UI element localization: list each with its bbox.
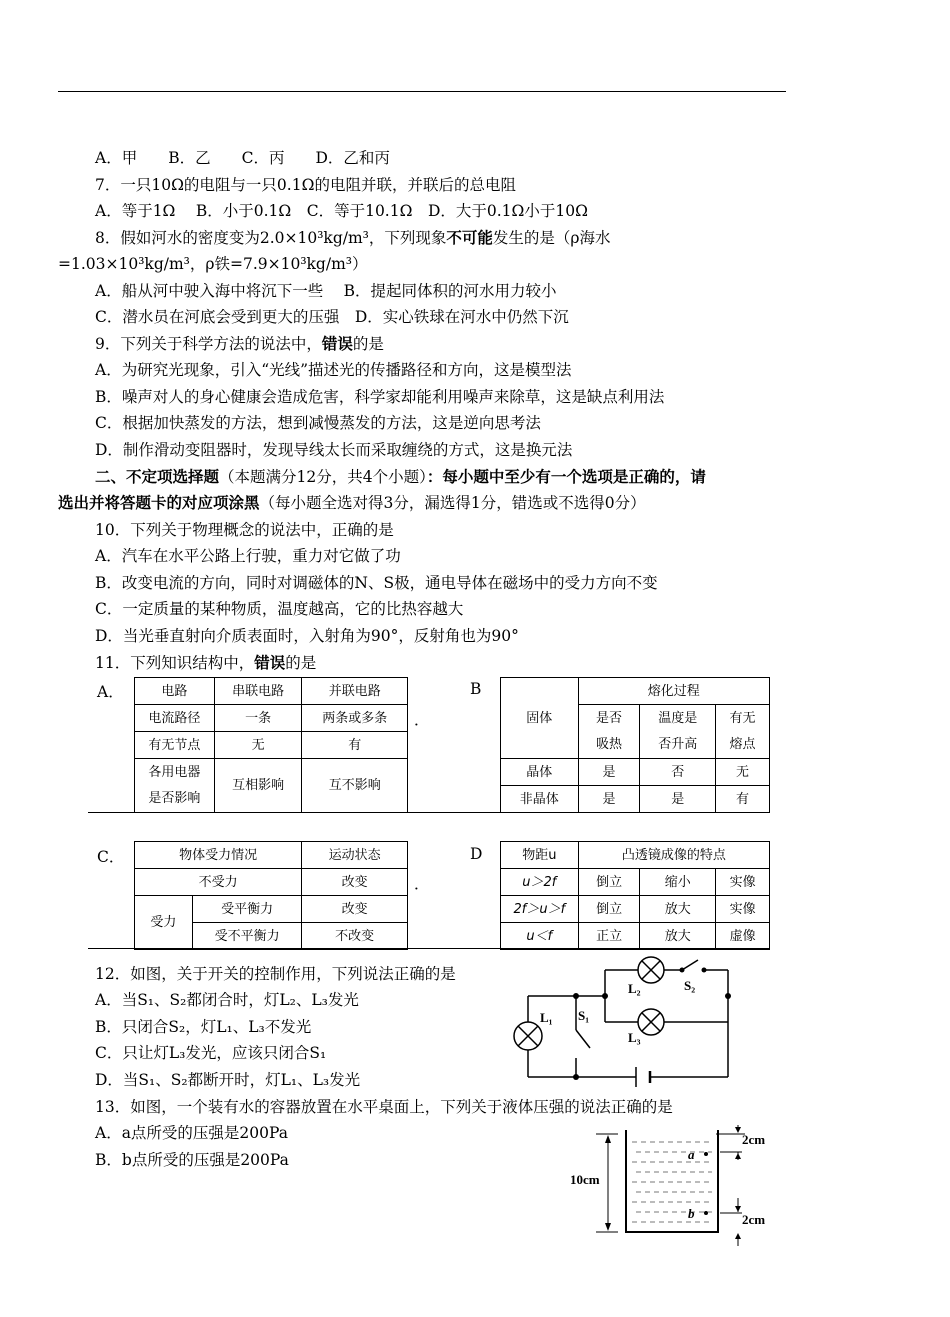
q13-stem: 13．如图，一个装有水的容器放置在水平桌面上，下列关于液体压强的说法正确的是 <box>95 1098 673 1116</box>
table-cell: 受不平衡力 <box>192 923 302 950</box>
table-cell: 虚像 <box>716 923 770 950</box>
table-cell: 有无节点 <box>135 732 215 759</box>
table-cell: 有无熔点 <box>716 705 770 759</box>
table-cell: 无 <box>214 732 302 759</box>
label-l2: L₂ <box>628 981 641 996</box>
q8-options-cd: C．潜水员在河底会受到更大的压强 D．实心铁球在河水中仍然下沉 <box>95 308 569 326</box>
label-point-b: b <box>688 1206 695 1221</box>
q13-option-a: A．a点所受的压强是200Pa <box>95 1124 288 1142</box>
q11-dot-a: ． <box>414 711 430 729</box>
q12-option-b: B．只闭合S₂，灯L₁、L₃不发光 <box>95 1018 312 1036</box>
label-top-2cm: 2cm <box>742 1132 766 1147</box>
table-cell: 物距u <box>501 842 579 869</box>
q12-option-d: D．当S₁、S₂都断开时，灯L₁、L₃发光 <box>95 1071 361 1089</box>
q11-label-b: B <box>470 680 482 698</box>
label-10cm: 10cm <box>570 1172 600 1187</box>
table-cell: 不改变 <box>302 923 408 950</box>
q9-option-a: A．为研究光现象，引入“光线”描述光的传播路径和方向，这是模型法 <box>95 361 572 379</box>
table-cell: 两条或多条 <box>302 705 408 732</box>
label-s2: S₂ <box>684 978 696 993</box>
q11-label-c: C． <box>97 848 125 866</box>
section-2-heading-cont: 选出并将答题卡的对应项涂黑（每小题全选对得3分，漏选得1分，错选或不选得0分） <box>58 493 646 512</box>
table-cell: 温度是否升高 <box>640 705 716 759</box>
table-cell: 一条 <box>214 705 302 732</box>
table-cell: u＞2f <box>501 869 579 896</box>
q9-option-c: C．根据加快蒸发的方法，想到减慢蒸发的方法，这是逆向思考法 <box>95 414 541 432</box>
table-cell: 电流路径 <box>135 705 215 732</box>
q10-option-d: D．当光垂直射向介质表面时，入射角为90°，反射角也为90° <box>95 627 519 645</box>
q10-stem: 10．下列关于物理概念的说法中，正确的是 <box>95 521 394 539</box>
q12-option-a: A．当S₁、S₂都闭合时，灯L₂、L₃发光 <box>95 991 359 1009</box>
q11-label-a: A． <box>97 683 124 701</box>
table-cell: 电路 <box>135 678 215 705</box>
table-cell: 受力 <box>135 896 193 950</box>
table-cell: 无 <box>716 759 770 786</box>
table-cell: 不受力 <box>135 869 302 896</box>
table-cell: 缩小 <box>640 869 716 896</box>
table-cell: 非晶体 <box>501 786 579 813</box>
table-cell: 是 <box>578 786 640 813</box>
q10-option-b: B．改变电流的方向，同时对调磁体的N、S极，通电导体在磁场中的受力方向不变 <box>95 574 658 592</box>
q6-options: A．甲 B．乙 C．丙 D．乙和丙 <box>95 149 390 167</box>
table-cell: 是否吸热 <box>578 705 640 759</box>
q12-stem: 12．如图，关于开关的控制作用，下列说法正确的是 <box>95 965 456 983</box>
table-cell: 熔化过程 <box>578 678 769 705</box>
table-cell: 晶体 <box>501 759 579 786</box>
table-cell: 凸透镜成像的特点 <box>578 842 769 869</box>
circuit-diagram <box>500 950 780 1090</box>
table-cell: 放大 <box>640 896 716 923</box>
table-cell: 各用电器是否影响 <box>135 759 215 813</box>
q8-stem-cont: =1.03×10³kg/m³，ρ铁=7.9×10³kg/m³） <box>58 255 368 273</box>
label-s1: S₁ <box>578 1008 590 1023</box>
label-point-a: a <box>688 1147 695 1162</box>
table-cell: 并联电路 <box>302 678 408 705</box>
q11-label-d: D <box>470 845 483 863</box>
table-d <box>500 841 770 950</box>
q9-option-d: D．制作滑动变阻器时，发现导线太长而采取缠绕的方式，这是换元法 <box>95 441 573 459</box>
table-cell: 改变 <box>302 869 408 896</box>
table-cell: u＜f <box>501 923 579 950</box>
label-l1: L₁ <box>540 1010 553 1025</box>
water-container-diagram <box>565 1125 775 1250</box>
q10-option-a: A．汽车在水平公路上行驶，重力对它做了功 <box>95 547 401 565</box>
table-a <box>134 677 408 813</box>
table-cell: 实像 <box>716 869 770 896</box>
table-cell: 固体 <box>501 678 579 759</box>
section-2-heading: 二、不定项选择题（本题满分12分，共4个小题）：每小题中至少有一个选项是正确的，请 <box>95 467 706 486</box>
table-cell: 运动状态 <box>302 842 408 869</box>
table-cell: 2f＞u＞f <box>501 896 579 923</box>
q12-option-c: C．只让灯L₃发光，应该只闭合S₁ <box>95 1044 327 1062</box>
table-cell: 是 <box>578 759 640 786</box>
table-cell: 倒立 <box>578 869 640 896</box>
table-cell: 是 <box>640 786 716 813</box>
label-bottom-2cm: 2cm <box>742 1212 766 1227</box>
table-cell: 互不影响 <box>302 759 408 813</box>
q9-option-b: B．噪声对人的身心健康会造成危害，科学家却能利用噪声来除草，这是缺点利用法 <box>95 388 665 406</box>
table-cell: 受平衡力 <box>192 896 302 923</box>
table-cell: 正立 <box>578 923 640 950</box>
table-cell: 否 <box>640 759 716 786</box>
table-cell: 串联电路 <box>214 678 302 705</box>
q7-stem: 7．一只10Ω的电阻与一只0.1Ω的电阻并联，并联后的总电阻 <box>95 176 516 194</box>
table-cell: 物体受力情况 <box>135 842 302 869</box>
q8-stem: 8．假如河水的密度变为2.0×10³kg/m³，下列现象不可能发生的是（ρ海水 <box>95 228 611 247</box>
q7-options: A．等于1Ω B．小于0.1Ω C．等于10.1Ω D．大于0.1Ω小于10Ω <box>95 202 588 220</box>
table-cell: 实像 <box>716 896 770 923</box>
table-b <box>500 677 770 813</box>
q13-option-b: B．b点所受的压强是200Pa <box>95 1151 289 1169</box>
table-c <box>134 841 408 950</box>
q8-options-ab: A．船从河中驶入海中将沉下一些 B．提起同体积的河水用力较小 <box>95 282 557 300</box>
header-rule <box>58 91 786 92</box>
table-cell: 改变 <box>302 896 408 923</box>
q11-dot-c: ． <box>414 875 430 893</box>
table-cell: 倒立 <box>578 896 640 923</box>
q11-stem: 11．下列知识结构中，错误的是 <box>95 653 317 672</box>
table-cell: 放大 <box>640 923 716 950</box>
q9-stem: 9．下列关于科学方法的说法中，错误的是 <box>95 334 384 353</box>
table-cell: 有 <box>302 732 408 759</box>
q10-option-c: C．一定质量的某种物质，温度越高，它的比热容越大 <box>95 600 464 618</box>
label-l3: L₃ <box>628 1030 641 1045</box>
table-cell: 互相影响 <box>214 759 302 813</box>
table-cell: 有 <box>716 786 770 813</box>
